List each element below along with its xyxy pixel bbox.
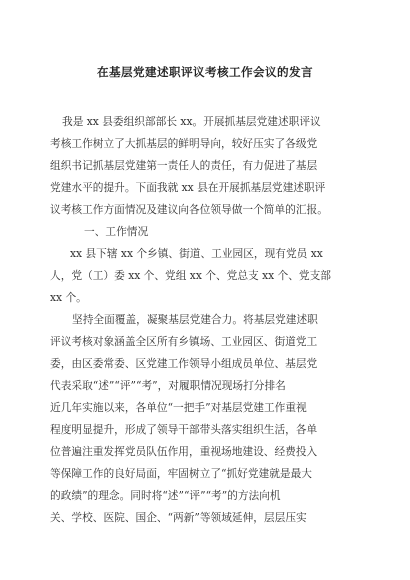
paragraph-line: 人，党（工）委 xx 个、党组 xx 个、党总支 xx 个、党支部 [50,269,331,282]
paragraph-line: 委，由区委常委、区党建工作领导小组成员单位、基层党 [50,357,318,370]
paragraph-line: 组织书记抓基层党建第一责任人的责任，有力促进了基层 [50,159,318,172]
paragraph-line: xx 个。 [50,291,87,304]
paragraph-line: 议考核工作方面情况及建议向各位领导做一个简单的汇报。 [50,203,328,216]
paragraph-line: 代表采取“述”“评”“考”，对履职情况现场打分排名 [50,379,286,392]
paragraph-line: 的政绩”的理念。同时将“述”“评”“考”的方法向机 [50,489,281,502]
paragraph-line: 关、学校、医院、国企、“两新”等领域延伸，层层压实 [50,511,307,524]
section-heading: 一、工作情况 [84,225,149,238]
paragraph-line: xx 县下辖 xx 个乡镇、街道、工业园区，现有党员 xx [70,247,323,260]
paragraph-line: 程度明显提升，形成了领导干部带头落实组织生活，各单 [50,423,318,436]
paragraph-line: 评议考核对象涵盖全区所有乡镇场、工业园区、街道党工 [50,335,318,348]
document-title: 在基层党建述职评议考核工作会议的发言 [97,65,313,79]
paragraph-line: 我是 xx 县委组织部部长 xx。开展抓基层党建述职评议 [62,115,321,128]
paragraph-line: 位普遍注重发挥党员队伍作用，重视场地建设、经费投入 [50,445,318,458]
paragraph-line: 坚持全面覆盖，凝聚基层党建合力。将基层党建述职 [72,313,318,326]
paragraph-line: 党建水平的提升。下面我就 xx 县在开展抓基层党建述职评 [50,181,326,194]
paragraph-line: 近几年实施以来，各单位“一把手”对基层党建工作重视 [50,401,307,414]
paragraph-line: 等保障工作的良好局面，牢固树立了“抓好党建就是最大 [50,467,312,480]
paragraph-line: 考核工作树立了大抓基层的鲜明导向，较好压实了各级党 [50,137,318,150]
